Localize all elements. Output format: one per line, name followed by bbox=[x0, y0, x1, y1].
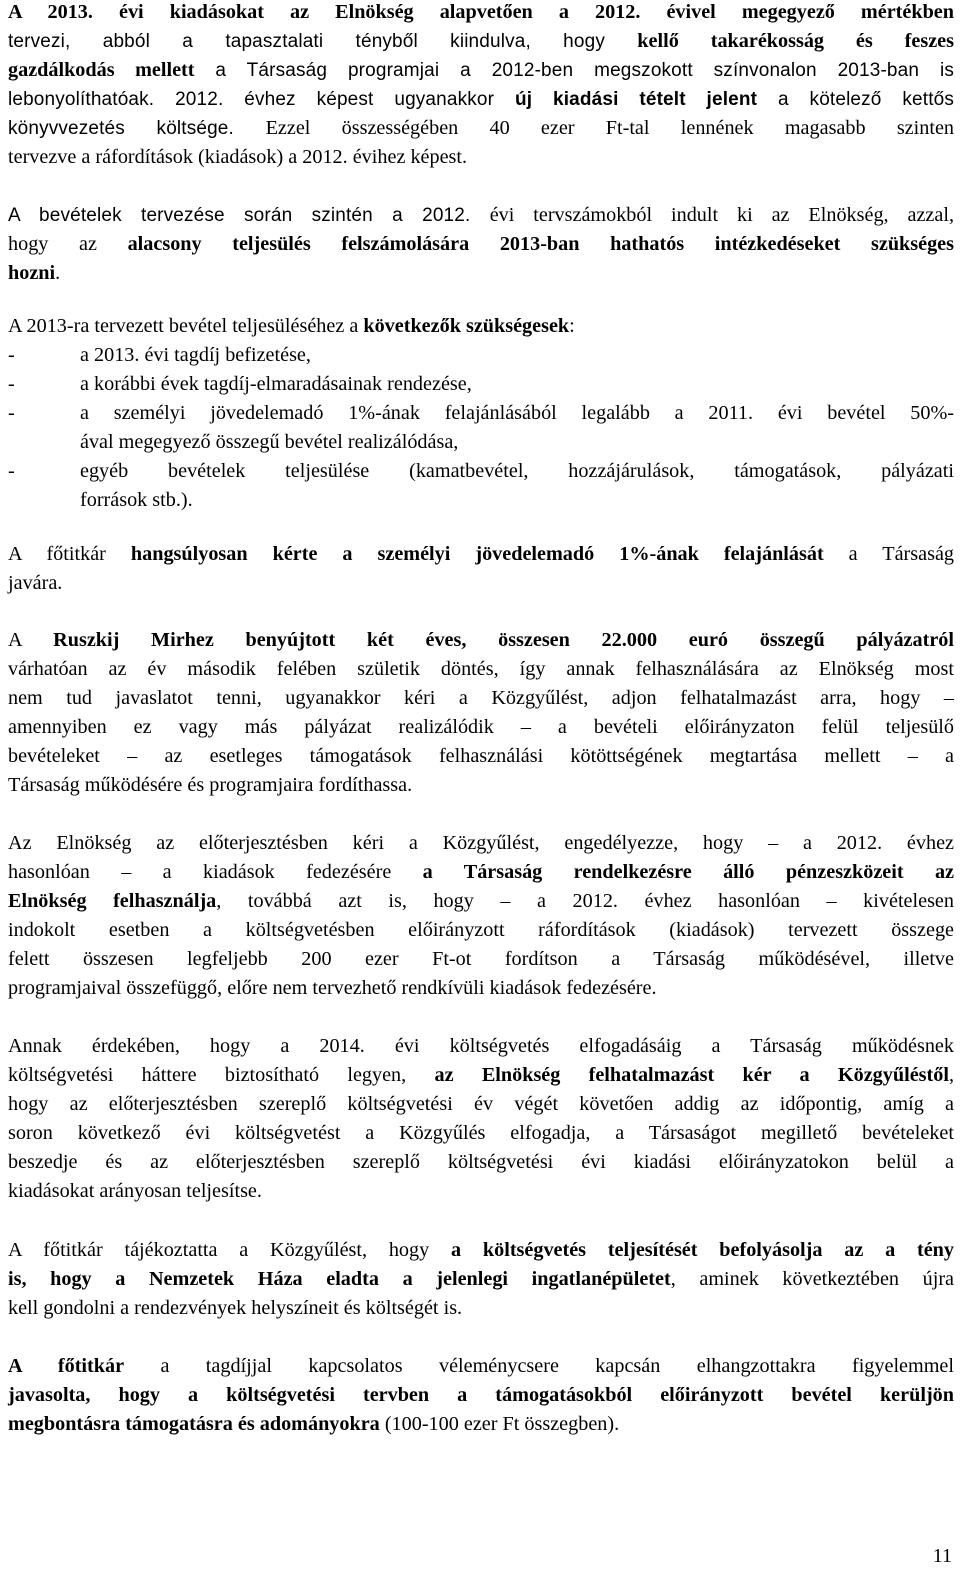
text-segment: : bbox=[569, 315, 575, 337]
text-line bbox=[8, 974, 954, 1003]
text-segment: soron következő évi költségvetést a Közgyűlés elfogadja, a Társaságot megillető bevételeket bbox=[8, 1122, 954, 1144]
bold-text: az Elnökség felhatalmazást kér a Közgyűléstől bbox=[434, 1064, 949, 1086]
text-line bbox=[8, 1294, 954, 1323]
text-line bbox=[8, 829, 954, 858]
text-line bbox=[8, 540, 954, 569]
text-segment: nem tud javaslatot tenni, ugyanakkor kéri a Közgyűlést, adjon felhatalmazást arra, hogy – bbox=[8, 687, 954, 709]
text-line bbox=[8, 85, 954, 114]
bold-text: A főtitkár bbox=[8, 1355, 125, 1377]
text-segment: programjaival összefüggő, előre nem tervezhető rendkívüli kiadások fedezésére. bbox=[8, 977, 657, 999]
text-line bbox=[8, 684, 954, 713]
text-segment: A főtitkár tájékoztatta a Közgyűlést, hogy bbox=[8, 1239, 451, 1261]
text-segment: . bbox=[55, 262, 61, 284]
text-segment: bevételeket – az esetleges támogatások felhasználási kötöttségének megtartása mellett – a bbox=[8, 745, 954, 767]
text-segment: tervezi, abból a tapasztalati tényből kiindulva, hogy bbox=[8, 31, 638, 52]
text-line bbox=[8, 1177, 954, 1206]
list-item-text: a személyi jövedelemadó 1%-ának felajánlásából legalább a 2011. évi bevétel 50%- bbox=[80, 402, 954, 424]
text-line bbox=[8, 230, 954, 259]
text-line bbox=[8, 569, 954, 598]
bold-text: következők szükségesek bbox=[363, 315, 570, 337]
text-segment: , továbbá azt is, hogy – a 2012. évhez hasonlóan – kivételesen bbox=[216, 890, 954, 912]
list-item bbox=[8, 457, 954, 515]
text-segment: felett összesen legfeljebb 200 ezer Ft-ot fordítson a Társaság működésével, illetve bbox=[8, 948, 954, 970]
text-line bbox=[8, 1352, 954, 1381]
text-line bbox=[8, 945, 954, 974]
text-segment: Társaság működésére és programjaira fordíthassa. bbox=[8, 774, 413, 796]
text-segment: hogy az előterjesztésben szereplő költségvetési év végét követően addig az időpontig, amíg a bbox=[8, 1093, 954, 1115]
text-line bbox=[8, 1119, 954, 1148]
text-segment: amennyiben ez vagy más pályázat realizálódik – a bevételi előirányzaton felül teljesülő bbox=[8, 716, 954, 738]
list-dash: - bbox=[8, 460, 15, 482]
text-segment: könyvvezetés költsége. bbox=[8, 118, 266, 139]
text-line bbox=[8, 858, 954, 887]
bold-text: gazdálkodás mellett bbox=[8, 59, 195, 81]
text-line bbox=[8, 1061, 954, 1090]
text-line bbox=[8, 1410, 954, 1439]
list-dash: - bbox=[8, 373, 15, 395]
text-segment: kiadásokat arányosan teljesítse. bbox=[8, 1180, 262, 1202]
text-line bbox=[8, 1381, 954, 1410]
text-line bbox=[8, 887, 954, 916]
text-line bbox=[8, 655, 954, 684]
bold-text: Elnökség felhasználja bbox=[8, 890, 217, 912]
text-segment: javára. bbox=[8, 572, 63, 594]
list-item-text: a 2013. évi tagdíj befizetése, bbox=[80, 344, 311, 366]
bold-text: a költségvetés teljesítését befolyásolja az a tény bbox=[451, 1239, 954, 1261]
text-segment: kell gondolni a rendezvények helyszíneit és költségét is. bbox=[8, 1297, 463, 1319]
text-segment: lebonyolíthatóak. 2012. évhez képest ugyanakkor bbox=[8, 89, 515, 110]
list-dash: - bbox=[8, 344, 15, 366]
text-segment: tervezve a ráfordítások (kiadások) a 2012. évihez képest. bbox=[8, 146, 468, 168]
text-line bbox=[8, 0, 954, 27]
text-segment: évi tervszámokból indult ki az Elnökség, azzal, bbox=[489, 204, 954, 226]
text-segment: A bbox=[8, 629, 54, 651]
text-line bbox=[8, 143, 954, 172]
list-item-text: ával megegyező összegű bevétel realizálódása, bbox=[80, 431, 459, 453]
text-line bbox=[8, 1090, 954, 1119]
text-line bbox=[8, 27, 954, 56]
text-line bbox=[8, 312, 954, 341]
bold-text: hozni bbox=[8, 262, 56, 284]
text-line bbox=[8, 1148, 954, 1177]
bold-text: kellő takarékosság és feszes bbox=[637, 30, 954, 52]
text-segment: (100-100 ezer Ft összegben). bbox=[379, 1413, 620, 1435]
list-item-text: a korábbi évek tagdíj-elmaradásainak rendezése, bbox=[80, 373, 472, 395]
text-line bbox=[8, 1265, 954, 1294]
text-segment: A 2013-ra tervezett bevétel teljesüléséhez a bbox=[8, 315, 364, 337]
bold-text: a Társaság rendelkezésre álló pénzeszközeit az bbox=[422, 861, 954, 883]
bold-text: új kiadási tételt jelent bbox=[514, 89, 758, 110]
text-segment: , bbox=[948, 1064, 954, 1086]
text-line bbox=[8, 771, 954, 800]
text-line bbox=[8, 626, 954, 655]
bold-text: is, hogy a Nemzetek Háza eladta a jelenlegi ingatlanépületet bbox=[8, 1268, 671, 1290]
list-dash: - bbox=[8, 402, 15, 424]
text-line bbox=[8, 56, 954, 85]
text-line bbox=[8, 1032, 954, 1061]
text-segment: indokolt esetben a költségvetésben előirányzott ráfordítások (kiadások) tervezett összege bbox=[8, 919, 954, 941]
text-segment: költségvetési háttere biztosítható legyen, bbox=[8, 1064, 435, 1086]
text-segment: beszedje és az előterjesztésben szereplő költségvetési évi kiadási előirányzatokon belül a bbox=[8, 1151, 954, 1173]
text-segment: a kötelező kettős bbox=[757, 89, 954, 110]
text-segment: Annak érdekében, hogy a 2014. évi költségvetés elfogadásáig a Társaság működésnek bbox=[8, 1035, 954, 1057]
text-segment: hasonlóan – a kiadások fedezésére bbox=[8, 861, 423, 883]
text-line bbox=[8, 916, 954, 945]
text-line bbox=[8, 259, 954, 288]
text-segment: Az Elnökség az előterjesztésben kéri a Közgyűlést, engedélyezze, hogy – a 2012. évhez bbox=[8, 832, 954, 854]
text-line bbox=[8, 114, 954, 143]
list-item-text: egyéb bevételek teljesülése (kamatbevétel, hozzájárulások, támogatások, pályázati bbox=[80, 460, 954, 482]
list-item bbox=[8, 370, 954, 399]
bold-text: javasolta, hogy a költségvetési tervben a támogatásokból előirányzott bevétel kerüljön bbox=[8, 1384, 954, 1406]
bold-text: alacsony teljesülés felszámolására 2013-ban hathatós intézkedéseket szükséges bbox=[127, 233, 954, 255]
text-segment: hogy az bbox=[8, 233, 128, 255]
text-segment: Ezzel összességében 40 ezer Ft-tal lennének magasabb szinten bbox=[265, 117, 955, 139]
text-line bbox=[8, 1236, 954, 1265]
list-item-text: források stb.). bbox=[80, 489, 193, 511]
bold-text: Ruszkij Mirhez benyújtott két éves, összesen 22.000 euró összegű pályázatról bbox=[53, 629, 954, 651]
bold-text: megbontásra támogatásra és adományokra bbox=[8, 1413, 380, 1435]
text-segment: várhatóan az év második felében születik döntés, így annak felhasználására az Elnökség most bbox=[8, 658, 954, 680]
text-segment: A főtitkár bbox=[8, 543, 131, 565]
text-segment: a tagdíjjal kapcsolatos véleménycsere kapcsán elhangzottakra figyelemmel bbox=[124, 1355, 954, 1377]
text-segment: A bevételek tervezése során szintén a 2012. bbox=[8, 205, 490, 226]
page-number: 11 bbox=[932, 1545, 952, 1567]
bold-text: A 2013. évi kiadásokat az Elnökség alapvetően a 2012. évivel megegyező mértékben bbox=[8, 1, 954, 23]
list-item bbox=[8, 341, 954, 370]
bold-text: hangsúlyosan kérte a személyi jövedelemadó 1%-ának felajánlását bbox=[130, 543, 824, 565]
list-item bbox=[8, 399, 954, 457]
text-segment: , aminek következtében újra bbox=[670, 1268, 955, 1290]
text-line bbox=[8, 713, 954, 742]
text-line bbox=[8, 201, 954, 230]
text-segment: a Társaság bbox=[823, 543, 955, 565]
text-segment: a Társaság programjai a 2012-ben megszokott színvonalon 2013-ban is bbox=[194, 60, 955, 81]
text-line bbox=[8, 742, 954, 771]
